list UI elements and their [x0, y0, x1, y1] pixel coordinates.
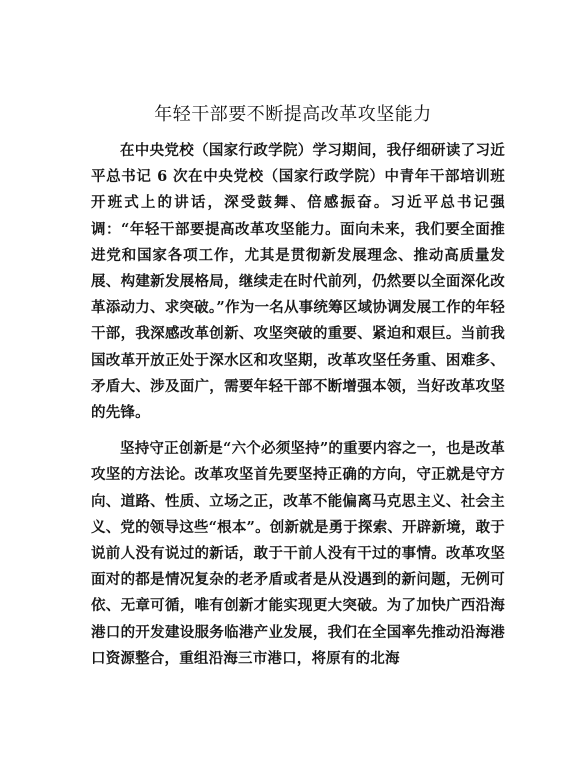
document-body: [91, 138, 505, 672]
paragraph-2: 坚持守正创新是“六个必须坚持”的重要内容之一，也是改革攻坚的方法论。改革攻坚首先要坚持正确的方向，守正就是守方向、道路、性质、立场之正，改革不能偏离马克思主义、社会主义、党的领导这些“根本”。创新就是勇于探索、开辟新境，敢于说前人没有说过的新话，敢于干前人没有干过的事情。改革攻坚面对的都是情况复杂的老矛盾或者是从没遇到的新问题，无例可依、无章可循，唯有创新才能实现更大突破。为了加快广西沿海港口的开发建设服务临港产业发展，我们在全国率先推动沿海港口资源整合，重组沿海三市港口，将原有的北海: [91, 440, 505, 667]
paragraph-1: 在中央党校（国家行政学院）学习期间，我仔细研读了习近平总书记 6 次在中央党校（国家行政学院）中青年干部培训班开班式上的讲话，深受鼓舞、倍感振奋。习近平总书记强调：“年轻干部要提高改革攻坚能力。面向未来，我们要全面推进党和国家各项工作，尤其是贯彻新发展理念、推动高质量发展、构建新发展格局，继续走在时代前列，仍然要以全面深化改革添动力、求突破。”作为一名从事统筹区域协调发展工作的年轻干部，我深感改革创新、攻坚突破的重要、紧迫和艰巨。当前我国改革开放正处于深水区和攻坚期，改革攻坚任务重、困难多、矛盾大、涉及面广，需要年轻干部不断增强本领，当好改革攻坚的先锋。: [91, 142, 505, 422]
document-title: 年轻干部要不断提高改革攻坚能力: [154, 104, 432, 125]
